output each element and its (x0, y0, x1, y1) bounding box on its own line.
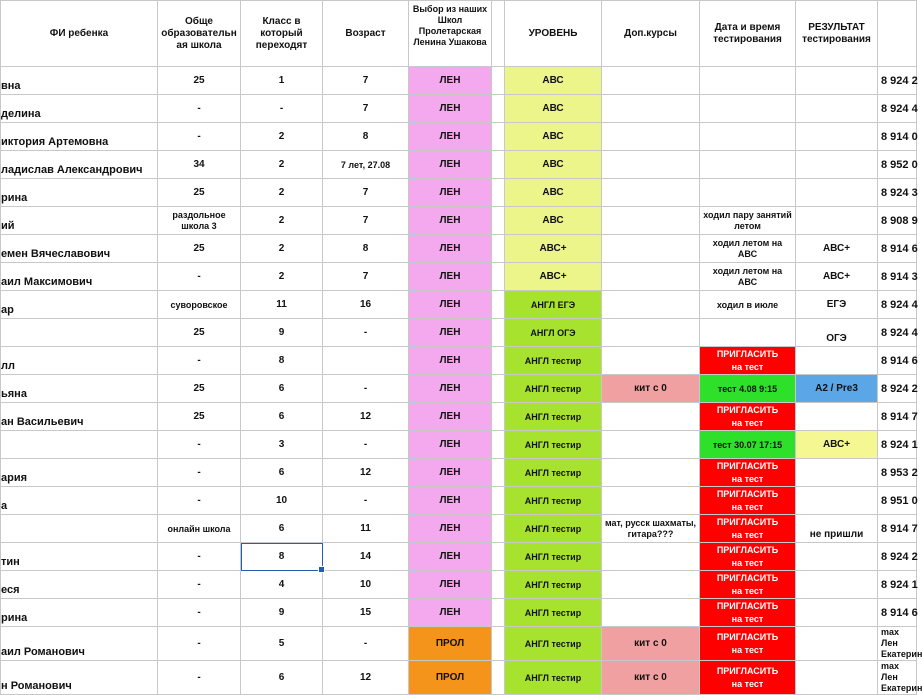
cell-extra[interactable] (602, 347, 700, 375)
cell-level[interactable]: АНГЛ ЕГЭ (505, 291, 602, 319)
cell-datetime[interactable]: ходил пару занятий летом (700, 207, 796, 235)
cell-age[interactable]: - (323, 487, 409, 515)
cell-grade[interactable]: 2 (241, 179, 323, 207)
cell-extra[interactable] (602, 151, 700, 179)
cell-phone[interactable]: 8 951 0 (878, 487, 917, 515)
cell-age[interactable]: 7 (323, 95, 409, 123)
cell-school[interactable]: 25 (158, 235, 241, 263)
cell-choice[interactable]: ЛЕН (409, 319, 492, 347)
cell-choice[interactable]: ЛЕН (409, 95, 492, 123)
cell-datetime[interactable]: ходил летом на АВС (700, 263, 796, 291)
cell-result[interactable] (796, 67, 878, 95)
header-phone[interactable] (878, 1, 917, 67)
cell-name[interactable]: вна (1, 67, 158, 95)
cell-spacer[interactable] (492, 263, 505, 291)
cell-school[interactable]: 25 (158, 319, 241, 347)
cell-spacer[interactable] (492, 627, 505, 661)
header-name[interactable]: ФИ ребенка (1, 1, 158, 67)
cell-level[interactable]: АНГЛ тестир (505, 375, 602, 403)
cell-level[interactable]: АВС (505, 207, 602, 235)
cell-name[interactable]: ьяна (1, 375, 158, 403)
cell-phone[interactable]: 8 924 1 (878, 571, 917, 599)
invite-label: ПРИГЛАСИТЬ на тест (716, 665, 779, 689)
cell-choice[interactable]: ЛЕН (409, 347, 492, 375)
cell-datetime[interactable] (700, 95, 796, 123)
cell-age[interactable]: 16 (323, 291, 409, 319)
table-row (1, 207, 917, 235)
cell-datetime[interactable] (700, 661, 796, 695)
cell-level[interactable]: АВС+ (505, 263, 602, 291)
cell-name[interactable] (1, 319, 158, 347)
cell-phone[interactable]: 8 924 2 (878, 543, 917, 571)
cell-result[interactable] (796, 543, 878, 571)
cell-extra[interactable]: кит с 0 (602, 661, 700, 695)
cell-choice[interactable]: ЛЕН (409, 151, 492, 179)
table-row (1, 515, 917, 543)
cell-datetime[interactable] (700, 459, 796, 487)
cell-level[interactable]: АНГЛ тестир (505, 459, 602, 487)
table-row (1, 67, 917, 95)
header-school[interactable]: Обще образовательн ая школа (158, 1, 241, 67)
cell-name[interactable]: емен Вячеславович (1, 235, 158, 263)
cell-age[interactable]: 7 (323, 263, 409, 291)
cell-choice[interactable]: ЛЕН (409, 515, 492, 543)
cell-age[interactable]: 10 (323, 571, 409, 599)
cell-name[interactable]: еся (1, 571, 158, 599)
cell-extra[interactable] (602, 179, 700, 207)
cell-extra[interactable] (602, 543, 700, 571)
cell-name[interactable]: н Романович (1, 661, 158, 695)
cell-extra[interactable] (602, 319, 700, 347)
cell-name[interactable]: иктория Артемовна (1, 123, 158, 151)
cell-school[interactable]: онлайн школа (158, 515, 241, 543)
cell-extra[interactable] (602, 487, 700, 515)
cell-age[interactable]: - (323, 627, 409, 661)
cell-level[interactable]: АНГЛ тестир (505, 515, 602, 543)
cell-name[interactable]: рина (1, 179, 158, 207)
cell-grade[interactable]: 2 (241, 235, 323, 263)
cell-spacer[interactable] (492, 515, 505, 543)
cell-grade[interactable]: 6 (241, 661, 323, 695)
header-datetime[interactable]: Дата и время тестирования (700, 1, 796, 67)
table-row (1, 459, 917, 487)
invite-label: ПРИГЛАСИТЬ на тест (716, 488, 779, 512)
cell-extra[interactable] (602, 459, 700, 487)
cell-extra[interactable]: кит с 0 (602, 627, 700, 661)
cell-age[interactable]: 7 (323, 179, 409, 207)
header-level[interactable]: УРОВЕНЬ (505, 1, 602, 67)
cell-age[interactable]: - (323, 319, 409, 347)
cell-level[interactable]: АВС (505, 151, 602, 179)
cell-datetime[interactable]: ходил летом на АВС (700, 235, 796, 263)
cell-age[interactable]: 7 (323, 207, 409, 235)
cell-name[interactable]: ан Васильевич (1, 403, 158, 431)
cell-name[interactable]: ий (1, 207, 158, 235)
cell-age[interactable]: 11 (323, 515, 409, 543)
cell-datetime[interactable] (700, 599, 796, 627)
cell-datetime[interactable]: ходил в июле (700, 291, 796, 319)
cell-result[interactable] (796, 627, 878, 661)
table-body (1, 67, 922, 695)
cell-level[interactable]: АВС+ (505, 235, 602, 263)
cell-age[interactable]: - (323, 431, 409, 459)
table-row (1, 543, 917, 571)
cell-datetime[interactable] (700, 543, 796, 571)
cell-school[interactable]: 25 (158, 67, 241, 95)
cell-result[interactable] (796, 151, 878, 179)
cell-phone[interactable]: 8 924 3 (878, 179, 917, 207)
cell-choice[interactable]: ЛЕН (409, 235, 492, 263)
cell-school[interactable]: 25 (158, 179, 241, 207)
cell-spacer[interactable] (492, 661, 505, 695)
cell-phone[interactable]: max Лен Екатерин (878, 661, 917, 695)
cell-grade[interactable]: 4 (241, 571, 323, 599)
cell-name[interactable]: а (1, 487, 158, 515)
cell-datetime[interactable] (700, 403, 796, 431)
table-row (1, 263, 917, 291)
cell-spacer[interactable] (492, 151, 505, 179)
cell-school[interactable]: - (158, 123, 241, 151)
cell-school[interactable]: 34 (158, 151, 241, 179)
table-row (1, 627, 917, 661)
invite-label: ПРИГЛАСИТЬ на тест (716, 348, 779, 372)
cell-choice[interactable]: ПРОЛ (409, 627, 492, 661)
cell-datetime[interactable]: тест 30.07 17:15 (700, 431, 796, 459)
cell-extra[interactable] (602, 403, 700, 431)
cell-phone[interactable]: 8 914 6 (878, 599, 917, 627)
cell-choice[interactable]: ЛЕН (409, 207, 492, 235)
cell-result[interactable]: A2 / Pre3 (796, 375, 878, 403)
cell-name[interactable] (1, 431, 158, 459)
header-spacer[interactable] (492, 1, 505, 67)
cell-choice[interactable]: ЛЕН (409, 403, 492, 431)
header-grade[interactable]: Класс в который переходят (241, 1, 323, 67)
cell-result[interactable] (796, 571, 878, 599)
cell-grade[interactable]: 8 (241, 543, 323, 571)
cell-age[interactable]: 7 лет, 27.08 (323, 151, 409, 179)
cell-spacer[interactable] (492, 403, 505, 431)
cell-grade[interactable]: 5 (241, 627, 323, 661)
cell-datetime[interactable] (700, 319, 796, 347)
cell-extra[interactable] (602, 571, 700, 599)
cell-level[interactable]: АВС (505, 123, 602, 151)
cell-result[interactable] (796, 179, 878, 207)
cell-level[interactable]: АВС (505, 95, 602, 123)
cell-extra[interactable] (602, 599, 700, 627)
cell-extra[interactable] (602, 431, 700, 459)
cell-school[interactable]: - (158, 661, 241, 695)
table-row (1, 123, 917, 151)
cell-datetime[interactable]: тест 4.08 9:15 (700, 375, 796, 403)
cell-grade[interactable]: 11 (241, 291, 323, 319)
cell-datetime[interactable] (700, 179, 796, 207)
cell-result[interactable] (796, 207, 878, 235)
table-row (1, 487, 917, 515)
cell-school[interactable]: - (158, 571, 241, 599)
cell-extra[interactable] (602, 207, 700, 235)
table-row (1, 179, 917, 207)
cell-result[interactable] (796, 123, 878, 151)
cell-extra[interactable]: мат, русск шахматы, гитара??? (602, 515, 700, 543)
cell-school[interactable]: - (158, 599, 241, 627)
cell-spacer[interactable] (492, 487, 505, 515)
cell-name[interactable]: ария (1, 459, 158, 487)
cell-school[interactable]: - (158, 487, 241, 515)
invite-label: ПРИГЛАСИТЬ на тест (716, 544, 779, 568)
cell-datetime[interactable] (700, 571, 796, 599)
cell-result[interactable] (796, 403, 878, 431)
cell-spacer[interactable] (492, 599, 505, 627)
cell-phone[interactable]: 8 914 7 (878, 403, 917, 431)
cell-name[interactable]: рина (1, 599, 158, 627)
cell-result[interactable] (796, 347, 878, 375)
cell-choice[interactable]: ЛЕН (409, 571, 492, 599)
cell-age[interactable]: 15 (323, 599, 409, 627)
cell-spacer[interactable] (492, 431, 505, 459)
cell-result[interactable] (796, 661, 878, 695)
table-row (1, 599, 917, 627)
cell-spacer[interactable] (492, 543, 505, 571)
cell-choice[interactable]: ЛЕН (409, 459, 492, 487)
cell-school[interactable]: суворовское (158, 291, 241, 319)
cell-school[interactable]: - (158, 543, 241, 571)
cell-grade[interactable]: 9 (241, 319, 323, 347)
cell-spacer[interactable] (492, 95, 505, 123)
cell-choice[interactable]: ЛЕН (409, 123, 492, 151)
cell-name[interactable]: аил Максимович (1, 263, 158, 291)
cell-datetime[interactable] (700, 627, 796, 661)
cell-choice[interactable]: ЛЕН (409, 67, 492, 95)
cell-choice[interactable]: ЛЕН (409, 179, 492, 207)
cell-extra[interactable] (602, 291, 700, 319)
cell-level[interactable]: АНГЛ тестир (505, 571, 602, 599)
cell-grade[interactable]: 9 (241, 599, 323, 627)
cell-phone[interactable]: 8 914 3 (878, 263, 917, 291)
cell-age[interactable]: 7 (323, 67, 409, 95)
cell-phone[interactable]: 8 953 2 (878, 459, 917, 487)
cell-grade[interactable]: 3 (241, 431, 323, 459)
cell-phone[interactable]: 8 924 1 (878, 431, 917, 459)
cell-spacer[interactable] (492, 571, 505, 599)
cell-phone[interactable]: 8 914 6 (878, 235, 917, 263)
cell-result[interactable]: ОГЭ (796, 319, 878, 347)
cell-result[interactable] (796, 487, 878, 515)
cell-level[interactable]: АНГЛ тестир (505, 543, 602, 571)
header-result[interactable]: РЕЗУЛЬТАТ тестирования (796, 1, 878, 67)
cell-extra[interactable] (602, 263, 700, 291)
cell-grade[interactable]: 2 (241, 123, 323, 151)
invite-label: ПРИГЛАСИТЬ на тест (716, 516, 779, 540)
invite-label: ПРИГЛАСИТЬ на тест (716, 572, 779, 596)
cell-name[interactable]: ладислав Александрович (1, 151, 158, 179)
table-row (1, 403, 917, 431)
table-row (1, 235, 917, 263)
cell-age[interactable]: 8 (323, 123, 409, 151)
cell-result[interactable]: ЕГЭ (796, 291, 878, 319)
cell-name[interactable]: лл (1, 347, 158, 375)
cell-age[interactable]: 12 (323, 459, 409, 487)
invite-label: ПРИГЛАСИТЬ на тест (716, 460, 779, 484)
cell-age[interactable]: 12 (323, 403, 409, 431)
cell-phone[interactable]: 8 908 9 (878, 207, 917, 235)
cell-school[interactable]: - (158, 347, 241, 375)
cell-spacer[interactable] (492, 207, 505, 235)
cell-grade[interactable]: 6 (241, 375, 323, 403)
cell-grade[interactable]: 6 (241, 459, 323, 487)
cell-phone[interactable]: max Лен Екатерин (878, 627, 917, 661)
cell-grade[interactable]: 10 (241, 487, 323, 515)
cell-school[interactable]: - (158, 459, 241, 487)
cell-choice[interactable]: ЛЕН (409, 599, 492, 627)
cell-extra[interactable] (602, 67, 700, 95)
cell-age[interactable]: 12 (323, 661, 409, 695)
cell-choice[interactable]: ЛЕН (409, 263, 492, 291)
cell-phone[interactable]: 8 924 4 (878, 291, 917, 319)
cell-datetime[interactable] (700, 151, 796, 179)
cell-name[interactable] (1, 515, 158, 543)
cell-datetime[interactable] (700, 347, 796, 375)
cell-phone[interactable]: 8 924 2 (878, 375, 917, 403)
cell-phone[interactable]: 8 924 4 (878, 319, 917, 347)
cell-level[interactable]: АНГЛ тестир (505, 487, 602, 515)
cell-grade[interactable]: 2 (241, 151, 323, 179)
cell-level[interactable]: АНГЛ тестир (505, 599, 602, 627)
cell-phone[interactable]: 8 924 2 (878, 67, 917, 95)
cell-school[interactable]: раздольное школа 3 (158, 207, 241, 235)
cell-grade[interactable]: 6 (241, 515, 323, 543)
cell-grade[interactable]: - (241, 95, 323, 123)
cell-level[interactable]: АНГЛ ОГЭ (505, 319, 602, 347)
cell-phone[interactable]: 8 914 6 (878, 347, 917, 375)
cell-age[interactable] (323, 347, 409, 375)
cell-choice[interactable]: ЛЕН (409, 431, 492, 459)
cell-result[interactable]: АВС+ (796, 431, 878, 459)
table-row (1, 291, 917, 319)
cell-level[interactable]: АНГЛ тестир (505, 431, 602, 459)
table-row (1, 347, 917, 375)
cell-choice[interactable]: ПРОЛ (409, 661, 492, 695)
cell-grade[interactable]: 6 (241, 403, 323, 431)
table-row (1, 151, 917, 179)
cell-grade[interactable]: 2 (241, 207, 323, 235)
header-age[interactable]: Возраст (323, 1, 409, 67)
header-extra[interactable]: Доп.курсы (602, 1, 700, 67)
cell-grade[interactable]: 8 (241, 347, 323, 375)
table-row (1, 661, 917, 695)
cell-phone[interactable]: 8 914 7 (878, 515, 917, 543)
cell-result[interactable] (796, 599, 878, 627)
cell-phone[interactable]: 8 914 0 (878, 123, 917, 151)
cell-result[interactable]: АВС+ (796, 263, 878, 291)
cell-level[interactable]: АВС (505, 179, 602, 207)
cell-choice[interactable]: ЛЕН (409, 543, 492, 571)
cell-choice[interactable]: ЛЕН (409, 291, 492, 319)
cell-name[interactable]: ар (1, 291, 158, 319)
cell-school[interactable]: - (158, 627, 241, 661)
cell-spacer[interactable] (492, 347, 505, 375)
cell-spacer[interactable] (492, 235, 505, 263)
table-row (1, 571, 917, 599)
cell-age[interactable]: 14 (323, 543, 409, 571)
cell-level[interactable]: АНГЛ тестир (505, 627, 602, 661)
cell-grade[interactable]: 1 (241, 67, 323, 95)
cell-extra[interactable] (602, 123, 700, 151)
cell-level[interactable]: АНГЛ тестир (505, 661, 602, 695)
cell-school[interactable]: 25 (158, 375, 241, 403)
invite-label: ПРИГЛАСИТЬ на тест (716, 631, 779, 655)
cell-phone[interactable]: 8 924 4 (878, 95, 917, 123)
header-row (1, 1, 917, 67)
cell-spacer[interactable] (492, 123, 505, 151)
cell-school[interactable]: - (158, 95, 241, 123)
cell-result[interactable]: не пришли (796, 515, 878, 543)
cell-spacer[interactable] (492, 375, 505, 403)
cell-level[interactable]: АНГЛ тестир (505, 403, 602, 431)
cell-datetime[interactable] (700, 515, 796, 543)
cell-level[interactable]: АНГЛ тестир (505, 347, 602, 375)
cell-extra[interactable] (602, 95, 700, 123)
cell-phone[interactable]: 8 952 0 (878, 151, 917, 179)
cell-spacer[interactable] (492, 67, 505, 95)
cell-school[interactable]: 25 (158, 403, 241, 431)
table-row (1, 431, 917, 459)
cell-choice[interactable]: ЛЕН (409, 487, 492, 515)
cell-level[interactable]: АВС (505, 67, 602, 95)
table-row (1, 95, 917, 123)
cell-result[interactable] (796, 459, 878, 487)
cell-result[interactable] (796, 95, 878, 123)
cell-name[interactable]: аил Романович (1, 627, 158, 661)
cell-school[interactable]: - (158, 263, 241, 291)
cell-age[interactable]: - (323, 375, 409, 403)
cell-spacer[interactable] (492, 179, 505, 207)
invite-label: ПРИГЛАСИТЬ на тест (716, 600, 779, 624)
cell-extra[interactable] (602, 235, 700, 263)
cell-datetime[interactable] (700, 487, 796, 515)
cell-choice[interactable]: ЛЕН (409, 375, 492, 403)
cell-name[interactable]: делина (1, 95, 158, 123)
cell-spacer[interactable] (492, 291, 505, 319)
cell-name[interactable]: тин (1, 543, 158, 571)
invite-label: ПРИГЛАСИТЬ на тест (716, 404, 779, 428)
cell-datetime[interactable] (700, 67, 796, 95)
fill-handle[interactable] (318, 566, 325, 573)
table-row (1, 375, 917, 403)
cell-school[interactable]: - (158, 431, 241, 459)
cell-grade[interactable]: 2 (241, 263, 323, 291)
cell-spacer[interactable] (492, 319, 505, 347)
table-row (1, 319, 917, 347)
cell-spacer[interactable] (492, 459, 505, 487)
cell-age[interactable]: 8 (323, 235, 409, 263)
cell-datetime[interactable] (700, 123, 796, 151)
cell-result[interactable]: АВС+ (796, 235, 878, 263)
header-choice[interactable]: Выбор из наших Школ Пролетарская Ленина Ушакова (409, 1, 492, 67)
cell-extra[interactable]: кит с 0 (602, 375, 700, 403)
